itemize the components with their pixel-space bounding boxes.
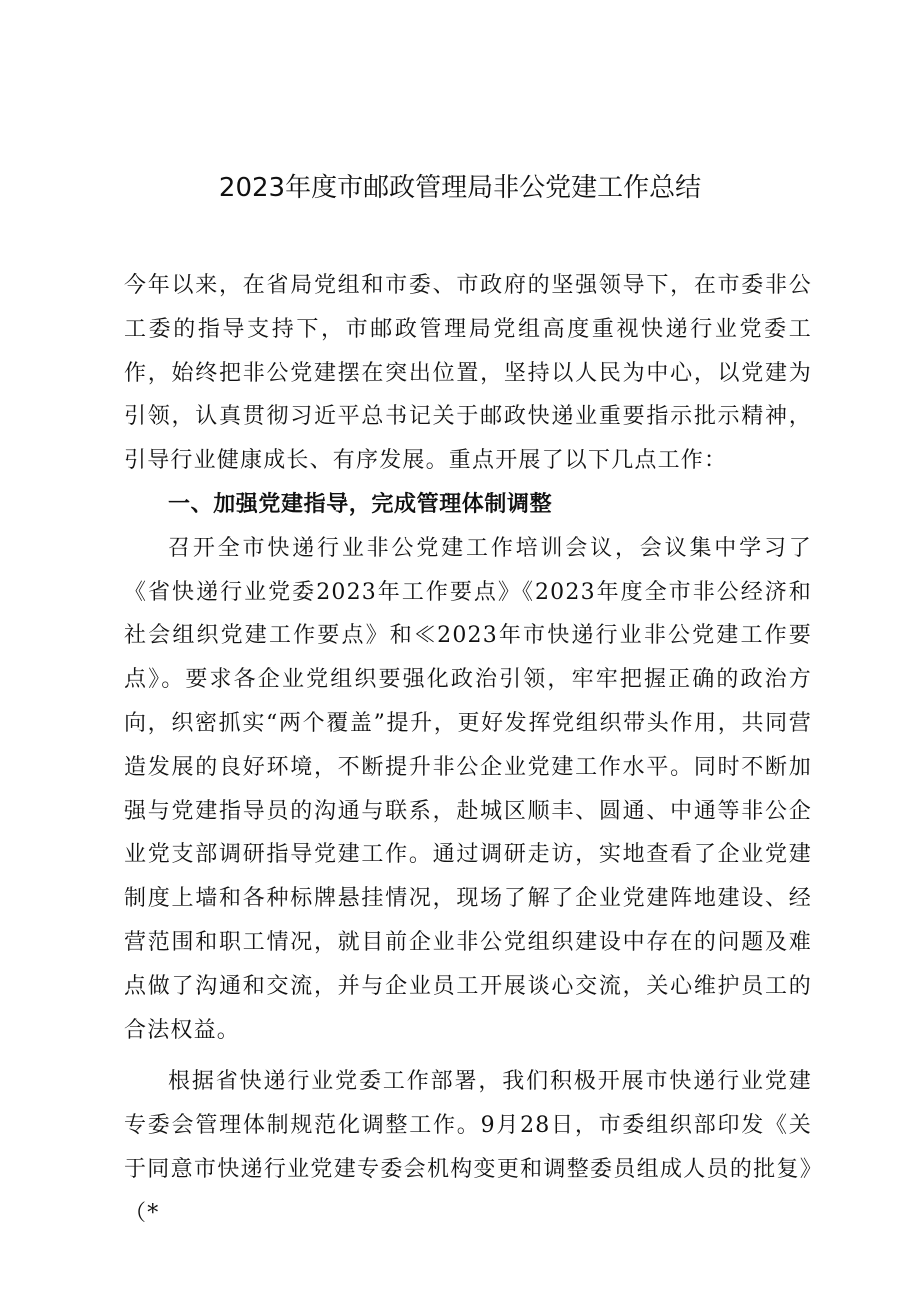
section1-paragraph-1: 召开全市快递行业非公党建工作培训会议，会议集中学习了《省快递行业党委2023年工作要点》《2023年度全市非公经济和社会组织党建工作要点》和≪2023年市快递行业非公党建工作要点》。要求各企业党组织要强化政治引领，牢牢把握正确的政治方向，织密抓实“两个覆盖”提升，更好发挥党组织带头作用，共同营造发展的良好环境，不断提升非公企业党建工作水平。同时不断加强与党建指导员的沟通与联系，赴城区顺丰、圆通、中通等非公企业党支部调研指导党建工作。通过调研走访，实地查看了企业党建制度上墙和各种标牌悬挂情况，现场了解了企业党建阵地建设、经营范围和职工情况，就目前企业非公党组织建设中存在的问题及难点做了沟通和交流，并与企业员工开展谈心交流，关心维护员工的合法权益。	[124, 535, 812, 1043]
intro-paragraph: 今年以来，在省局党组和市委、市政府的坚强领导下，在市委非公工委的指导支持下，市邮政管理局党组高度重视快递行业党委工作，始终把非公党建摆在突出位置，坚持以人民为中心，以党建为引领，认真贯彻习近平总书记关于邮政快递业重要指示批示精神，引导行业健康成长、有序发展。重点开展了以下几点工作：	[124, 273, 812, 474]
document-title: 2023年度市邮政管理局非公党建工作总结	[218, 173, 702, 203]
section1-paragraph-2: 根据省快递行业党委工作部署，我们积极开展市快递行业党建专委会管理体制规范化调整工作。9月28日，市委组织部印发《关于同意市快递行业党建专委会机构变更和调整委员组成人员的批复》（*	[124, 1069, 812, 1226]
document-body	[124, 264, 812, 1236]
section-heading-1: 一、加强党建指导，完成管理体制调整	[168, 491, 553, 517]
